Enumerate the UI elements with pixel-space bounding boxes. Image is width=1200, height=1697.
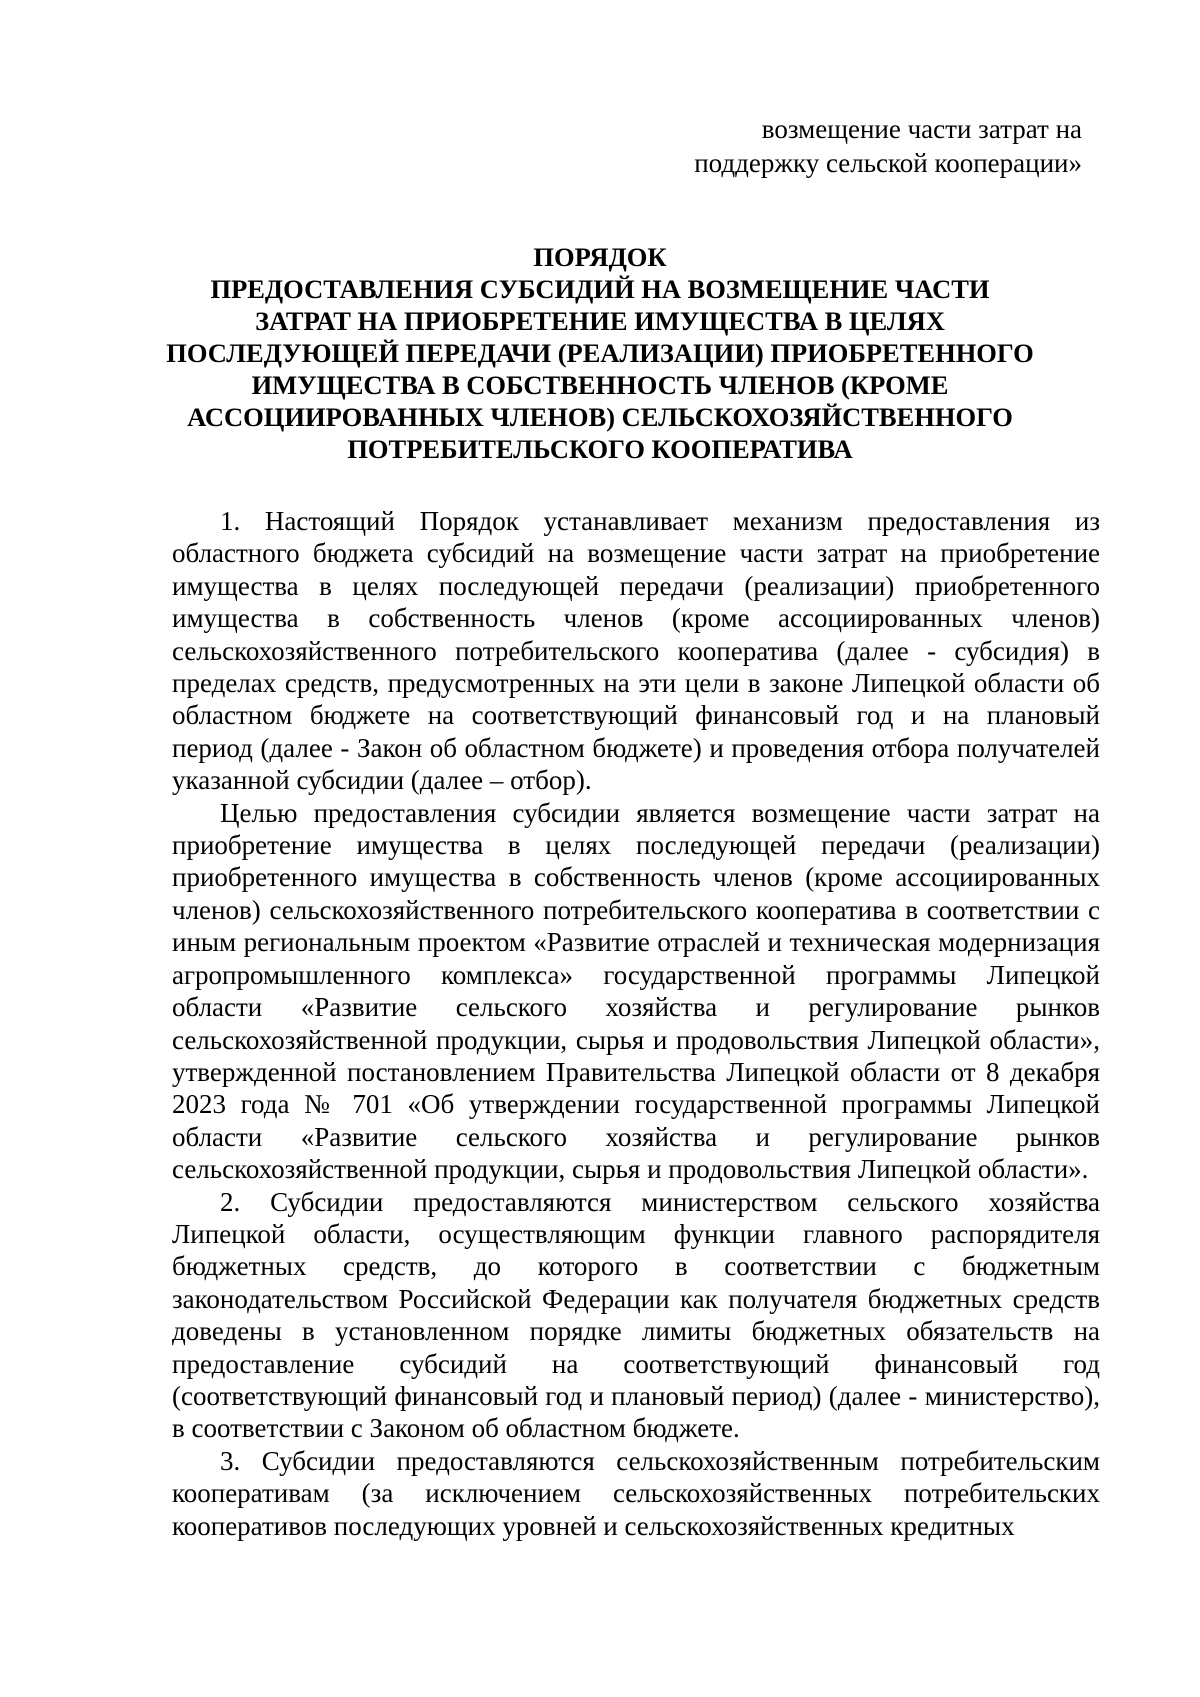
title-line: ПОТРЕБИТЕЛЬСКОГО КООПЕРАТИВА bbox=[347, 434, 853, 464]
paragraph-3: 3. Субсидии предоставляются сельскохозяйственным потребительским кооперативам (за исключением сельскохозяйственных потребительских кооперативов последующих уровней и сельскохозяйственных кредитных bbox=[172, 1445, 1100, 1541]
document-title bbox=[150, 241, 1050, 465]
paragraph-2: 2. Субсидии предоставляются министерством сельского хозяйства Липецкой области, осуществляющим функции главного распорядителя бюджетных средств, до которого в соответствии с бюджетным законодательством Российской Федерации как получателя бюджетных средств доведены в установленном порядке лимиты бюджетных обязательств на предоставление субсидий на соответствующий финансовый год (соответствующий финансовый год и плановый период) (далее - министерство), в соответствии с Законом об областном бюджете. bbox=[172, 1186, 1100, 1444]
title-line: АССОЦИИРОВАННЫХ ЧЛЕНОВ) СЕЛЬСКОХОЗЯЙСТВЕННОГО bbox=[187, 402, 1013, 432]
paragraph-1: 1. Настоящий Порядок устанавливает механизм предоставления из областного бюджета субсидий на возмещение части затрат на приобретение имущества в целях последующей передачи (реализации) приобретенного имущества в собственность членов (кроме ассоциированных членов) сельскохозяйственного потребительского кооператива (далее - субсидия) в пределах средств, предусмотренных на эти цели в законе Липецкой области об областном бюджете на соответствующий финансовый год и на плановый период (далее - Закон об областном бюджете) и проведения отбора получателей указанной субсидии (далее – отбор). bbox=[172, 506, 1100, 796]
document-body bbox=[172, 505, 1100, 1542]
paragraph-goal: Целью предоставления субсидии является возмещение части затрат на приобретение имущества в целях последующей передачи (реализации) приобретенного имущества в собственность членов (кроме ассоциированных членов) сельскохозяйственного потребительского кооператива в соответствии с иным региональным проектом «Развитие отраслей и техническая модернизация агропромышленного комплекса» государственной программы Липецкой области «Развитие сельского хозяйства и регулирование рынков сельскохозяйственной продукции, сырья и продовольствия Липецкой области», утвержденной постановлением Правительства Липецкой области от 8 декабря 2023 года № 701 «Об утверждении государственной программы Липецкой области «Развитие сельского хозяйства и регулирование рынков сельскохозяйственной продукции, сырья и продовольствия Липецкой области». bbox=[172, 797, 1100, 1185]
header-note bbox=[482, 112, 1082, 180]
header-note-line: поддержку сельской кооперации» bbox=[694, 148, 1082, 178]
title-line: ИМУЩЕСТВА В СОБСТВЕННОСТЬ ЧЛЕНОВ (КРОМЕ bbox=[251, 370, 949, 400]
title-line: ПРЕДОСТАВЛЕНИЯ СУБСИДИЙ НА ВОЗМЕЩЕНИЕ ЧАСТИ bbox=[210, 274, 990, 304]
header-note-line: возмещение части затрат на bbox=[761, 114, 1082, 144]
title-line: ЗАТРАТ НА ПРИОБРЕТЕНИЕ ИМУЩЕСТВА В ЦЕЛЯХ bbox=[255, 306, 945, 336]
title-line: ПОРЯДОК bbox=[533, 242, 667, 272]
title-line: ПОСЛЕДУЮЩЕЙ ПЕРЕДАЧИ (РЕАЛИЗАЦИИ) ПРИОБРЕТЕННОГО bbox=[166, 338, 1034, 368]
